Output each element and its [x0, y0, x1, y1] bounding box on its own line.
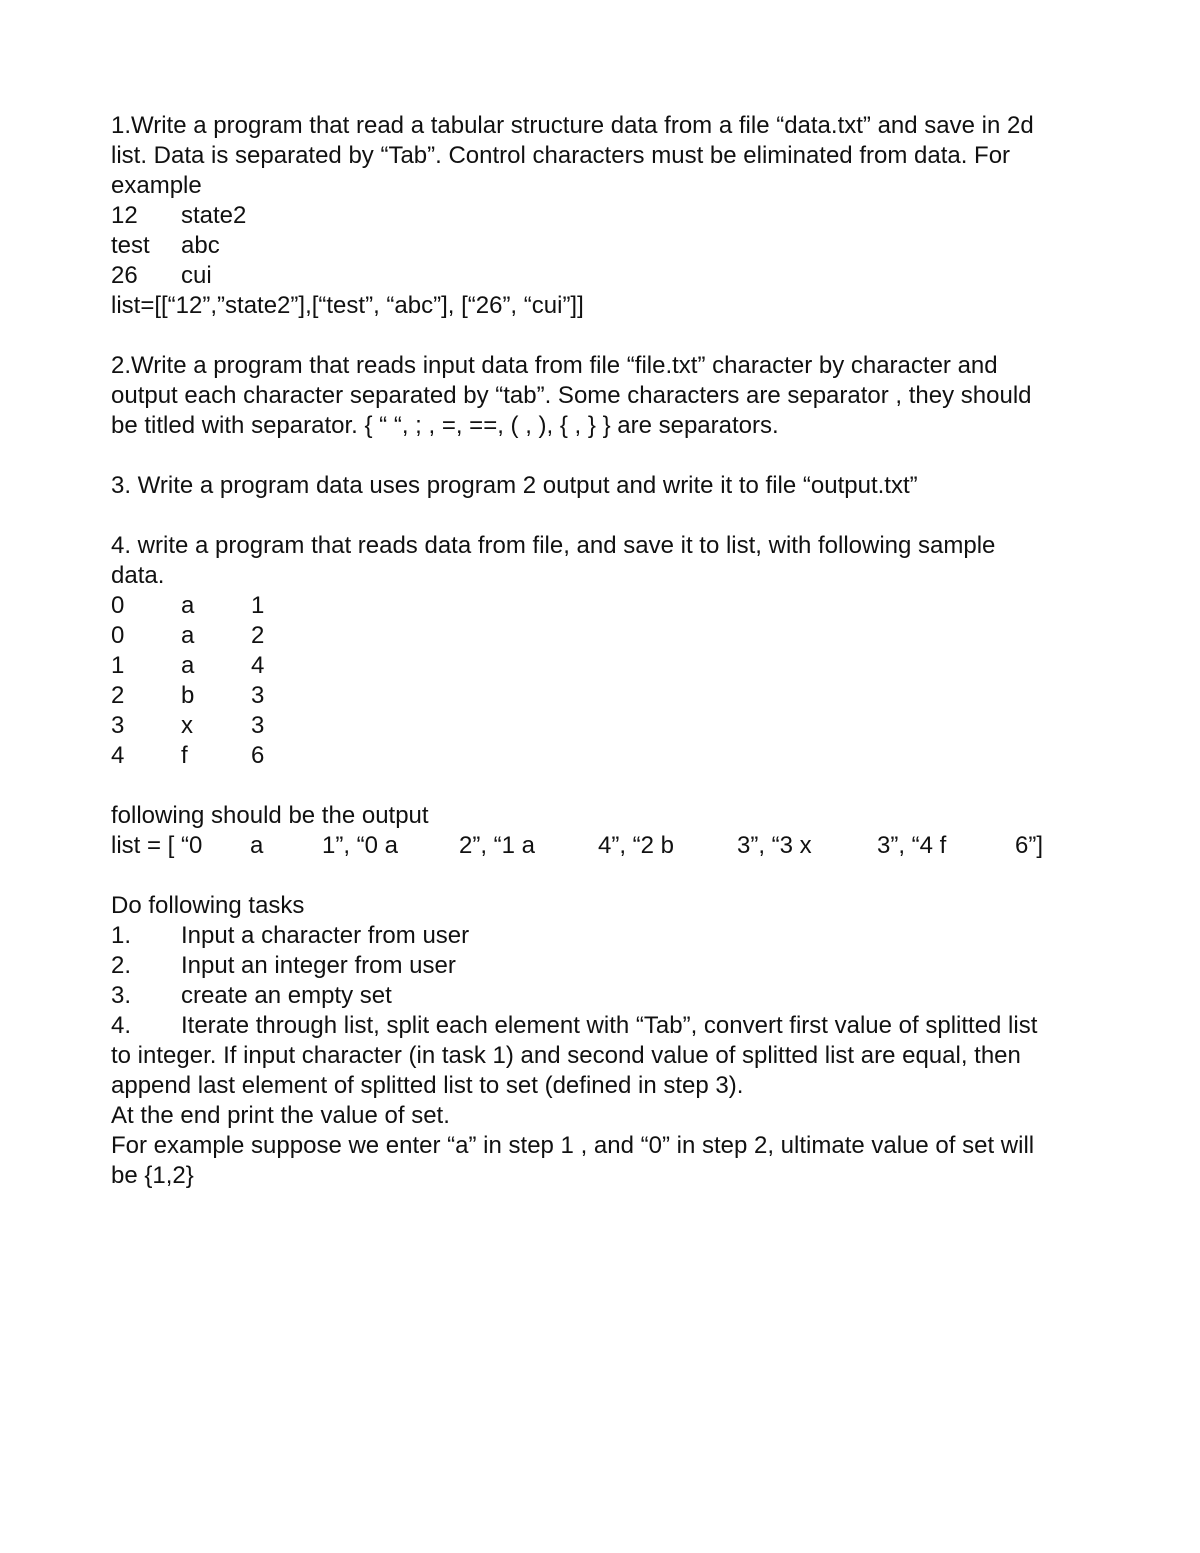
task-item — [111, 1011, 1086, 1041]
q3-line: 3. Write a program data uses program 2 output and write it to file “output.txt” — [111, 472, 918, 499]
q1-table-row — [111, 261, 1086, 291]
table-cell: 2 — [251, 622, 265, 649]
table-cell: 26 — [111, 262, 138, 289]
task-item — [111, 981, 1086, 1011]
q1-line: example — [111, 172, 202, 199]
task-continuation: to integer. If input character (in task 1) and second value of splitted list are equal, then — [111, 1042, 1021, 1069]
q4-output-list — [111, 831, 1086, 861]
task-text: create an empty set — [181, 982, 392, 1009]
table-cell: 0 — [111, 592, 125, 619]
q4-table-row — [111, 651, 1086, 681]
table-cell: a — [181, 622, 195, 649]
task-continuation: append last element of splitted list to set (defined in step 3). — [111, 1072, 744, 1099]
table-cell: 4 — [251, 652, 265, 679]
table-cell: 6 — [251, 742, 265, 769]
output-segment: 1”, “0 a — [322, 832, 399, 859]
q4-table-row — [111, 591, 1086, 621]
task-item — [111, 921, 1086, 951]
output-segment: 3”, “4 f — [877, 832, 947, 859]
tasks-intro: Do following tasks — [111, 892, 305, 919]
task-continuation: At the end print the value of set. — [111, 1102, 450, 1129]
q4-line: data. — [111, 562, 165, 589]
task-number: 2. — [111, 952, 132, 979]
table-cell: cui — [181, 262, 212, 289]
table-cell: x — [181, 712, 193, 739]
table-cell: 4 — [111, 742, 125, 769]
table-cell: 3 — [111, 712, 125, 739]
table-cell: 0 — [111, 622, 125, 649]
q4-table-row — [111, 621, 1086, 651]
task-item — [111, 951, 1086, 981]
output-segment: 3”, “3 x — [737, 832, 812, 859]
task-text: Iterate through list, split each element with “Tab”, convert first value of splitted list — [181, 1012, 1038, 1039]
task-continuation: be {1,2} — [111, 1162, 194, 1189]
output-segment: 6”] — [1015, 832, 1044, 859]
output-segment: a — [250, 832, 264, 859]
q1-table-row — [111, 231, 1086, 261]
table-cell: 1 — [111, 652, 125, 679]
table-cell: test — [111, 232, 150, 259]
table-cell: 3 — [251, 712, 265, 739]
q4-table-row — [111, 711, 1086, 741]
q2-line: output each character separated by “tab”. Some characters are separator , they should — [111, 382, 1032, 409]
table-cell: abc — [181, 232, 220, 259]
output-segment: 4”, “2 b — [598, 832, 675, 859]
table-cell: 3 — [251, 682, 265, 709]
table-cell: 12 — [111, 202, 138, 229]
table-cell: a — [181, 652, 195, 679]
q1-result: list=[[“12”,”state2”],[“test”, “abc”], [“26”, “cui”]] — [111, 292, 584, 319]
table-cell: state2 — [181, 202, 247, 229]
task-text: Input a character from user — [181, 922, 470, 949]
task-number: 4. — [111, 1012, 132, 1039]
output-segment: list = [ “0 — [111, 832, 203, 859]
task-number: 3. — [111, 982, 132, 1009]
table-cell: b — [181, 682, 195, 709]
output-segment: 2”, “1 a — [459, 832, 536, 859]
q4-table-row — [111, 741, 1086, 771]
q2-line: 2.Write a program that reads input data from file “file.txt” character by character and — [111, 352, 998, 379]
table-cell: a — [181, 592, 195, 619]
q4-output-intro: following should be the output — [111, 802, 429, 829]
q2-line: be titled with separator. { “ “, ; , =, ==, ( , ), { , } } are separators. — [111, 412, 779, 439]
table-cell: 1 — [251, 592, 265, 619]
document-page — [111, 111, 1086, 1191]
q1-table-row — [111, 201, 1086, 231]
q4-table-row — [111, 681, 1086, 711]
q4-line: 4. write a program that reads data from file, and save it to list, with following sample — [111, 532, 996, 559]
table-cell: 2 — [111, 682, 125, 709]
task-text: Input an integer from user — [181, 952, 456, 979]
task-continuation: For example suppose we enter “a” in step 1 , and “0” in step 2, ultimate value of set will — [111, 1132, 1035, 1159]
table-cell: f — [181, 742, 188, 769]
q1-line: 1.Write a program that read a tabular structure data from a file “data.txt” and save in 2d — [111, 112, 1034, 139]
q1-line: list. Data is separated by “Tab”. Control characters must be eliminated from data. For — [111, 142, 1011, 169]
task-number: 1. — [111, 922, 132, 949]
